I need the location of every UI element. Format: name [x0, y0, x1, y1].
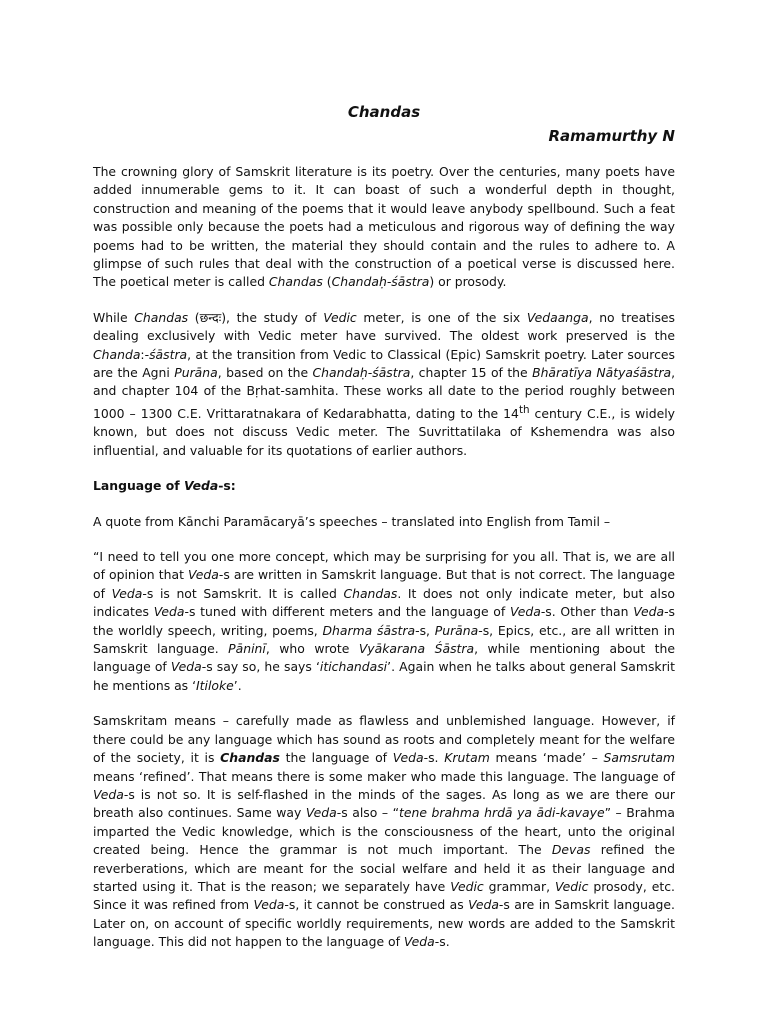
text-segment: The crowning glory of Samskrit literature is its poetry. Over the centuries, many poets have added innumerable gems to it. It can boast of such a wonderful depth in thought, construction and meaning of the poems that it would leave anybody spellbound. Such a feat was possible only because the poets had a meticulous and rigorous way of defining the way poems had to be written, the material they should contain and the rules to adhere to. A glimpse of such rules that deal with the construction of a poetical verse is discussed here. The poetical meter is called	[93, 164, 675, 290]
text-segment: -s also – “	[336, 805, 399, 821]
text-segment: , based on the	[217, 365, 313, 381]
text-segment: th	[518, 403, 530, 416]
text-segment: Veda	[633, 604, 665, 620]
text-segment: ’.	[233, 677, 242, 693]
text-segment: Veda	[253, 897, 285, 913]
text-segment: refined the reverberations, which are meant for the social welfare and held it as their language and started using it. That is the reason; we separately have	[93, 842, 675, 894]
text-segment: , chapter 15 of the	[410, 365, 533, 381]
text-segment: Chandas	[343, 585, 398, 601]
text-segment: means ‘refined’. That means there is some maker who made this language. The language of	[93, 768, 675, 784]
paragraph	[93, 548, 675, 695]
text-segment: Chandas	[220, 750, 280, 766]
text-segment: Veda	[188, 567, 219, 583]
text-segment: -s tuned with different meters and the language of	[184, 604, 510, 620]
text-segment: Dharma śāstra	[322, 622, 416, 638]
text-segment: While	[93, 309, 135, 325]
paragraph	[93, 163, 675, 292]
text-segment: Veda	[392, 750, 424, 766]
text-segment: (छन्दः), the study of	[188, 309, 324, 325]
text-segment: “I need to tell you one more concept, which may be surprising for you all. That is, we are all of opinion that	[93, 549, 675, 583]
text-segment: -s, it cannot be construed as	[284, 897, 469, 913]
text-segment: Purāna	[174, 365, 218, 381]
text-segment: Veda	[183, 478, 219, 494]
text-segment: Samskritam means – carefully made as flawless and unblemished language. However, if there could be any language which has sound as roots and completely meant for the welfare of the society, it is	[93, 713, 675, 766]
text-segment: tene brahma hrdā ya ādi-kavaye	[399, 805, 605, 821]
text-segment: , at the transition from Vedic to Classical (Epic) Samskrit poetry. Later sources are the Agni	[93, 346, 675, 381]
text-segment: Vedic	[323, 309, 357, 325]
text-segment: (	[322, 274, 332, 290]
text-segment: Veda	[111, 585, 143, 601]
text-segment: -s are written in Samskrit language. But that is not correct. The language of	[93, 567, 675, 601]
text-segment: Veda	[509, 604, 541, 620]
text-segment: itichandasi	[319, 659, 388, 675]
text-segment: means ‘made’ –	[489, 750, 604, 766]
text-segment: Chandaḥ-śāstra	[312, 365, 411, 381]
paragraph	[93, 712, 675, 951]
text-segment: Bhāratīya Nātyaśāstra	[532, 365, 672, 381]
body-text	[93, 163, 675, 969]
text-segment: Vedic	[450, 878, 484, 894]
text-segment: Veda	[153, 604, 185, 620]
text-segment: the language of	[279, 750, 393, 766]
text-segment: Vedaanga	[526, 309, 589, 325]
section-heading	[93, 477, 675, 495]
text-segment: Vedic	[554, 878, 589, 894]
text-segment: Devas	[551, 842, 591, 858]
text-segment: , and chapter 104 of the Bṛhat-samhita. These works all date to the period roughly between 1000 – 1300 C.E. Vrittaratnakara of Kedarabhatta, dating to the 14	[93, 365, 676, 421]
text-segment: -s the worldly speech, writing, poems,	[93, 604, 675, 638]
text-segment: , no treatises dealing exclusively with Vedic meter have survived. The oldest work preserved is the	[93, 309, 675, 344]
text-segment: A quote from Kānchi Paramācaryā’s speeches – translated into English from Tamil –	[93, 513, 611, 529]
text-segment: Itiloke	[196, 677, 234, 693]
text-segment: Samsrutam	[603, 750, 675, 766]
text-segment: . It does not only indicate meter, but also indicates	[93, 585, 675, 620]
text-segment: Veda	[403, 934, 435, 950]
text-segment: -s are in Samskrit language. Later on, on account of specific worldly requirements, new words are added to the Samskrit language. This did not happen to the language of	[93, 897, 675, 950]
text-segment: Chandas	[268, 274, 323, 290]
text-segment: Chandaḥ-śāstra	[331, 274, 430, 290]
text-segment: :-	[140, 346, 150, 362]
paragraph	[93, 513, 675, 531]
text-segment: ) or prosody.	[429, 274, 507, 290]
text-segment: -s is not Samskrit. It is called	[142, 585, 344, 601]
text-segment: Krutam	[444, 750, 490, 766]
text-segment: śāstra	[149, 346, 188, 362]
text-segment: , while mentioning about the language of	[93, 641, 676, 675]
text-segment: -s say so, he says ‘	[201, 659, 320, 675]
text-segment: century C.E., is widely known, but does not discuss Vedic meter. The Suvrittatilaka of Kshemendra was also influential, and valuable for its quotations of earlier authors.	[93, 406, 675, 458]
text-segment: grammar,	[483, 878, 555, 894]
text-segment: Purāna	[434, 622, 479, 638]
text-segment: -s,	[415, 622, 435, 638]
text-segment: Language of	[93, 478, 184, 494]
text-segment: Veda	[305, 805, 337, 821]
text-segment: ” – Brahma imparted the Vedic knowledge, which is the consciousness of the heart, unto the original created being. Hence the grammar is not much important. The	[93, 805, 675, 858]
text-segment: Veda	[170, 659, 202, 675]
text-segment: Veda	[93, 786, 124, 802]
text-segment: -s. Other than	[540, 604, 634, 620]
text-segment: , who wrote	[265, 641, 359, 657]
text-segment: meter, is one of the six	[356, 309, 527, 325]
text-segment: Veda	[468, 897, 499, 913]
document-title: Chandas	[347, 103, 421, 121]
text-segment: -s, Epics, etc., are all written in Samskrit language.	[93, 622, 675, 657]
text-segment: Chandas	[134, 309, 189, 325]
paragraph	[93, 309, 675, 460]
text-segment: -s.	[423, 750, 445, 766]
text-segment: -s is not so. It is self-flashed in the minds of the sages. As long as we are there our breath also continues. Same way	[93, 786, 675, 821]
text-segment: Chanda	[93, 346, 141, 362]
author-name: Ramamurthy N	[548, 127, 675, 145]
text-segment: ’. Again when he talks about general Samskrit he mentions as ‘	[93, 659, 675, 693]
text-segment: -s.	[434, 934, 450, 950]
text-segment: prosody, etc. Since it was refined from	[93, 878, 675, 913]
text-segment: Vyākarana Śāstra	[358, 641, 475, 657]
text-segment: -s:	[218, 478, 236, 494]
text-segment: Pāninī	[228, 641, 266, 657]
